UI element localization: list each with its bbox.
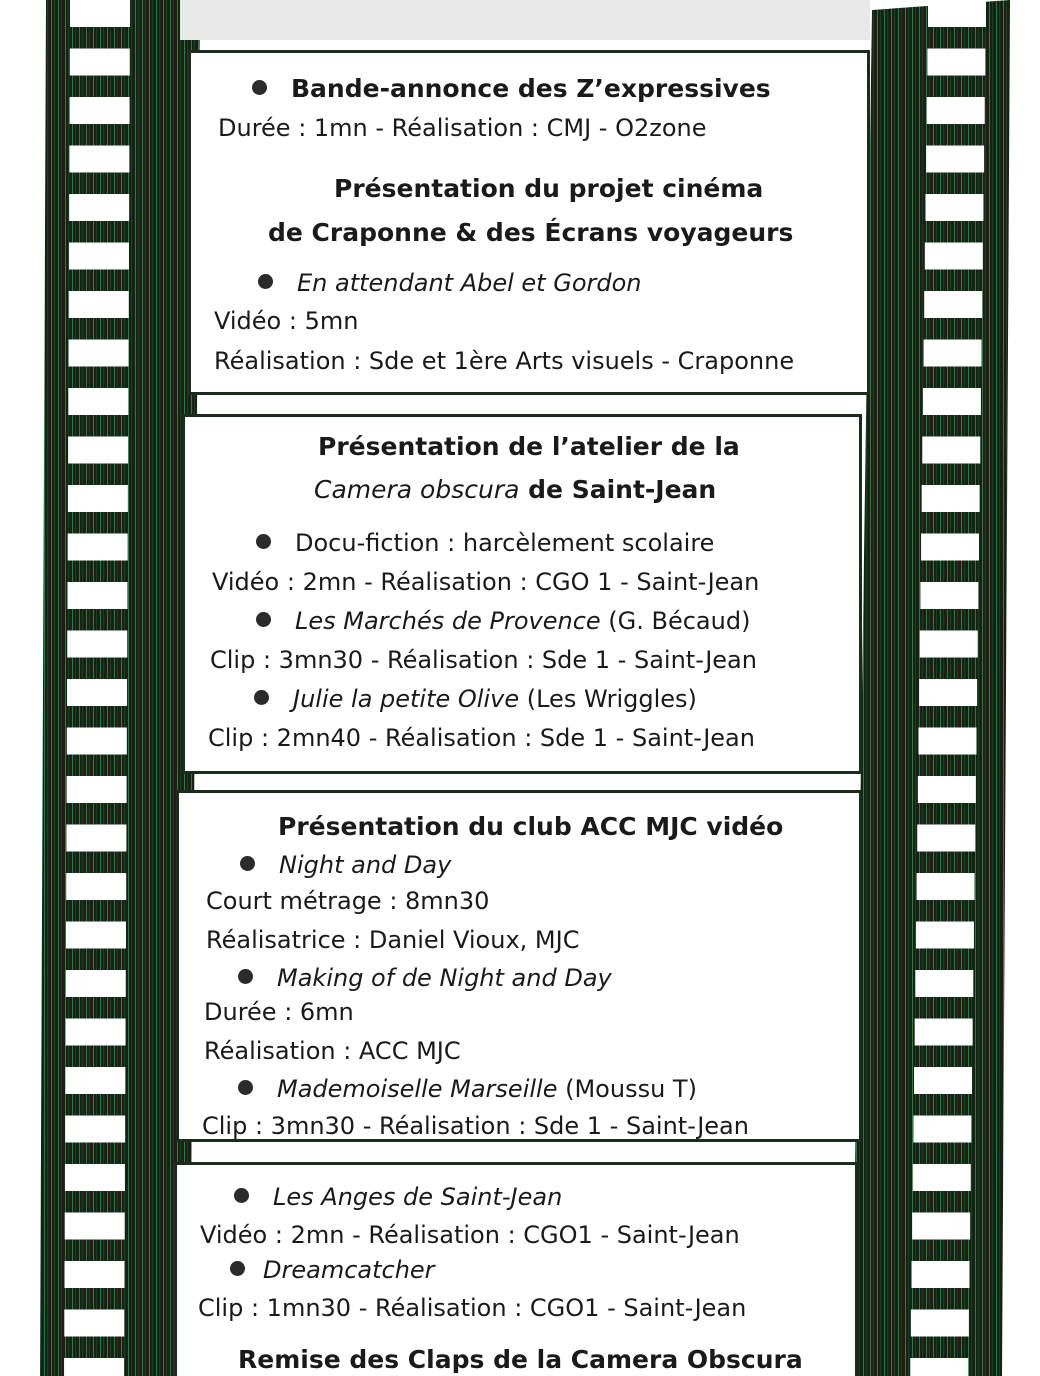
- sprocket-hole: [914, 1067, 972, 1094]
- sprocket-hole: [927, 49, 985, 76]
- frame2-item3-line: [254, 684, 697, 714]
- sprocket-hole: [916, 922, 974, 949]
- bullet-icon: [234, 1188, 249, 1203]
- frame3-heading: Présentation du club ACC MJC vidéo: [278, 812, 784, 841]
- frame2-item2-title: Les Marchés de Provence: [295, 607, 601, 635]
- bullet-icon: [252, 80, 267, 95]
- sprocket-hole: [924, 291, 982, 318]
- sprocket-hole: [915, 970, 973, 997]
- sprocket-hole: [67, 582, 127, 609]
- sprocket-hole: [913, 1164, 971, 1191]
- bullet-icon: [238, 1080, 253, 1095]
- sprocket-hole: [918, 776, 976, 803]
- frame2-item3-title: Julie la petite Olive: [293, 685, 520, 713]
- sprocket-hole: [64, 1358, 124, 1376]
- frame3-item3-line: [238, 1074, 697, 1104]
- frame4-item1-meta: Vidéo : 2mn - Réalisation : CGO1 - Saint-Jean: [200, 1221, 740, 1249]
- frame3-item1-meta1: Court métrage : 8mn30: [206, 887, 490, 915]
- sprocket-hole: [67, 728, 127, 755]
- frame2-heading-line1: Présentation de l’atelier de la: [318, 432, 740, 461]
- sprocket-hole: [69, 340, 129, 367]
- frame3-item1-line: [240, 850, 451, 880]
- frame2-item1-line: [256, 528, 714, 558]
- frame3-item3-artist: (Moussu T): [557, 1075, 697, 1103]
- frame1-item2-line: [258, 268, 642, 298]
- frame1-item1-meta: Durée : 1mn - Réalisation : CMJ - O2zone: [218, 114, 707, 142]
- sprocket-hole: [911, 1310, 969, 1337]
- sprocket-hole: [928, 0, 986, 27]
- sprocket-hole: [68, 388, 128, 415]
- sprocket-hole: [66, 825, 126, 852]
- bullet-icon: [256, 534, 271, 549]
- sprocket-hole: [70, 0, 130, 27]
- frame3-item2-line: [238, 963, 612, 993]
- frame1-item1-title: Bande-annonce des Z’expressives: [291, 74, 771, 103]
- frame4-item2-title: Dreamcatcher: [263, 1256, 435, 1284]
- sprocket-hole: [67, 679, 127, 706]
- frame3-item1-title: Night and Day: [279, 851, 452, 879]
- frame2-item2-line: [256, 606, 750, 636]
- frame2-heading-rest: de Saint-Jean: [519, 475, 717, 504]
- sprocket-hole: [920, 582, 978, 609]
- sprocket-hole: [910, 1358, 968, 1376]
- frame4-item1-title: Les Anges de Saint-Jean: [273, 1183, 563, 1211]
- sprocket-hole: [68, 437, 128, 464]
- frame2-item2-artist: (G. Bécaud): [600, 607, 751, 635]
- sprocket-hole: [69, 146, 129, 173]
- frame3-item3-title: Mademoiselle Marseille: [277, 1075, 558, 1103]
- frame4-closing: Remise des Claps de la Camera Obscura: [238, 1345, 803, 1374]
- sprocket-hole: [927, 97, 985, 124]
- sprocket-hole: [64, 1310, 124, 1337]
- frame4-item2-line: [230, 1255, 435, 1285]
- frame2-item2-meta: Clip : 3mn30 - Réalisation : Sde 1 - Saint-Jean: [210, 646, 757, 674]
- frame1-heading-line1: Présentation du projet cinéma: [334, 174, 764, 203]
- bullet-icon: [238, 969, 253, 984]
- sprocket-hole: [70, 97, 130, 124]
- sprocket-hole: [66, 1019, 126, 1046]
- sprocket-hole: [66, 922, 126, 949]
- frame1-item2-meta2: Réalisation : Sde et 1ère Arts visuels - Craponne: [214, 347, 795, 375]
- sprocket-hole: [68, 534, 128, 561]
- frame2-item3-artist: (Les Wriggles): [519, 685, 697, 713]
- sprocket-hole: [917, 873, 975, 900]
- sprocket-hole: [68, 485, 128, 512]
- sprocket-hole: [921, 534, 979, 561]
- frame2-heading-line2: [314, 475, 716, 505]
- sprocket-hole: [70, 49, 130, 76]
- sprocket-hole: [919, 679, 977, 706]
- frame1-item2-title: En attendant Abel et Gordon: [297, 269, 642, 297]
- sprocket-hole: [925, 243, 983, 270]
- frame1-item1-line: [252, 74, 771, 104]
- sprocket-hole: [922, 485, 980, 512]
- sprocket-hole: [924, 340, 982, 367]
- sprocket-hole: [66, 970, 126, 997]
- bullet-icon: [254, 690, 269, 705]
- sprocket-hole: [913, 1116, 971, 1143]
- sprocket-hole: [923, 388, 981, 415]
- bullet-icon: [256, 612, 271, 627]
- sprocket-hole: [918, 728, 976, 755]
- sprocket-hole: [915, 1019, 973, 1046]
- sprocket-hole: [69, 243, 129, 270]
- sprocket-hole: [912, 1213, 970, 1240]
- left-sprocket-holes: [64, 0, 130, 1376]
- sprocket-hole: [69, 194, 129, 221]
- frame2-item1-meta: Vidéo : 2mn - Réalisation : CGO 1 - Saint-Jean: [212, 568, 760, 596]
- sprocket-hole: [925, 194, 983, 221]
- frame3-item2-meta2: Réalisation : ACC MJC: [204, 1037, 461, 1065]
- frame3-item1-meta2: Réalisatrice : Daniel Vioux, MJC: [206, 926, 580, 954]
- bullet-icon: [258, 274, 273, 289]
- sprocket-hole: [65, 1164, 125, 1191]
- bullet-icon: [230, 1261, 245, 1276]
- sprocket-hole: [912, 1261, 970, 1288]
- sprocket-hole: [917, 825, 975, 852]
- frame2-item1-title: Docu-fiction : harcèlement scolaire: [295, 529, 715, 557]
- frame3-item2-title: Making of de Night and Day: [277, 964, 612, 992]
- sprocket-hole: [65, 1261, 125, 1288]
- frame2-heading-italic: Camera obscura: [314, 475, 520, 504]
- frame1-item2-meta1: Vidéo : 5mn: [214, 307, 359, 335]
- frame4-item1-line: [234, 1182, 562, 1212]
- sprocket-hole: [922, 437, 980, 464]
- sprocket-hole: [65, 1213, 125, 1240]
- sprocket-hole: [67, 631, 127, 658]
- frame3-item3-meta: Clip : 3mn30 - Réalisation : Sde 1 - Saint-Jean: [202, 1112, 749, 1140]
- sprocket-hole: [66, 873, 126, 900]
- sprocket-hole: [65, 1067, 125, 1094]
- sprocket-hole: [69, 291, 129, 318]
- sprocket-hole: [926, 146, 984, 173]
- sprocket-hole: [67, 776, 127, 803]
- frame4-item2-meta: Clip : 1mn30 - Réalisation : CGO1 - Saint-Jean: [198, 1294, 747, 1322]
- sprocket-hole: [65, 1116, 125, 1143]
- frame1-heading-line2: de Craponne & des Écrans voyageurs: [268, 218, 794, 247]
- frame3-item2-meta1: Durée : 6mn: [204, 998, 354, 1026]
- bullet-icon: [240, 856, 255, 871]
- sprocket-hole: [920, 631, 978, 658]
- frame2-item3-meta: Clip : 2mn40 - Réalisation : Sde 1 - Saint-Jean: [208, 724, 755, 752]
